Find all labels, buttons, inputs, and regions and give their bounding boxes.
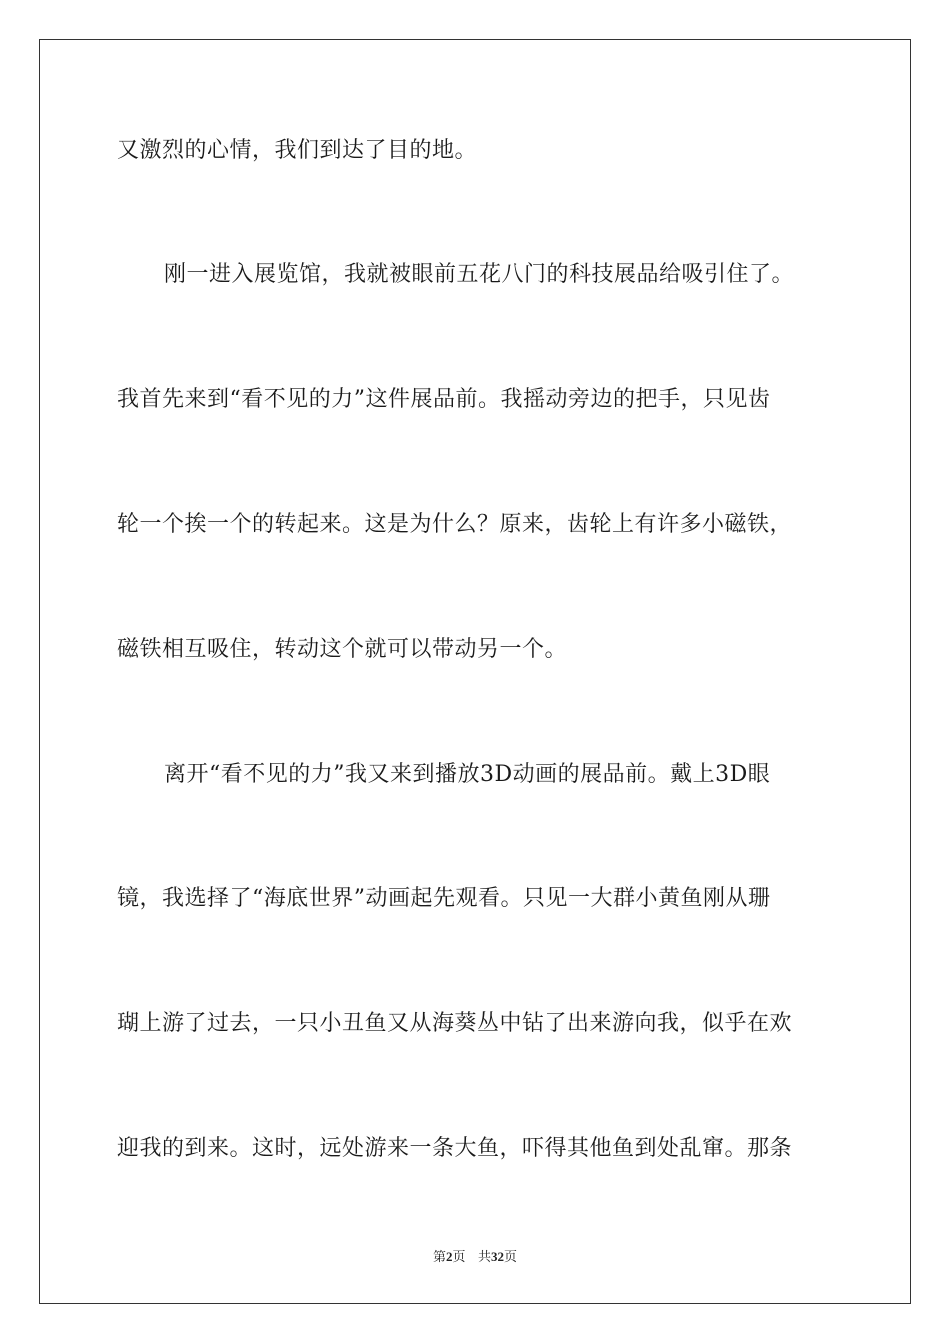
page-number: 2 [446, 1249, 453, 1264]
paragraph-start-line-6: 离开“看不见的力”我又来到播放3D动画的展品前。戴上3D眼 [164, 762, 771, 787]
text-line-9: 迎我的到来。这时，远处游来一条大鱼，吓得其他鱼到处乱窜。那条 [117, 1136, 793, 1161]
total-pages: 32 [490, 1249, 504, 1264]
total-suffix: 页 [503, 1250, 517, 1265]
text-line-3: 我首先来到“看不见的力”这件展品前。我摇动旁边的把手，只见齿 [117, 387, 771, 412]
paragraph-start-line-2: 刚一进入展览馆，我就被眼前五花八门的科技展品给吸引住了。 [164, 262, 795, 287]
text-line-8: 瑚上游了过去，一只小丑鱼又从海葵丛中钻了出来游向我，似乎在欢 [117, 1011, 793, 1036]
text-line-5: 磁铁相互吸住，转动这个就可以带动另一个。 [117, 637, 568, 662]
page-border [39, 39, 911, 1304]
text-line-7: 镜，我选择了“海底世界”动画起先观看。只见一大群小黄鱼刚从珊 [117, 886, 771, 911]
total-prefix: 共 [477, 1250, 491, 1265]
page-prefix: 第 [433, 1250, 447, 1265]
page-suffix: 页 [452, 1250, 466, 1265]
page-footer [0, 1246, 950, 1265]
text-line-1: 又激烈的心情，我们到达了目的地。 [117, 138, 478, 163]
text-line-4: 轮一个挨一个的转起来。这是为什么？原来，齿轮上有许多小磁铁， [117, 512, 793, 537]
